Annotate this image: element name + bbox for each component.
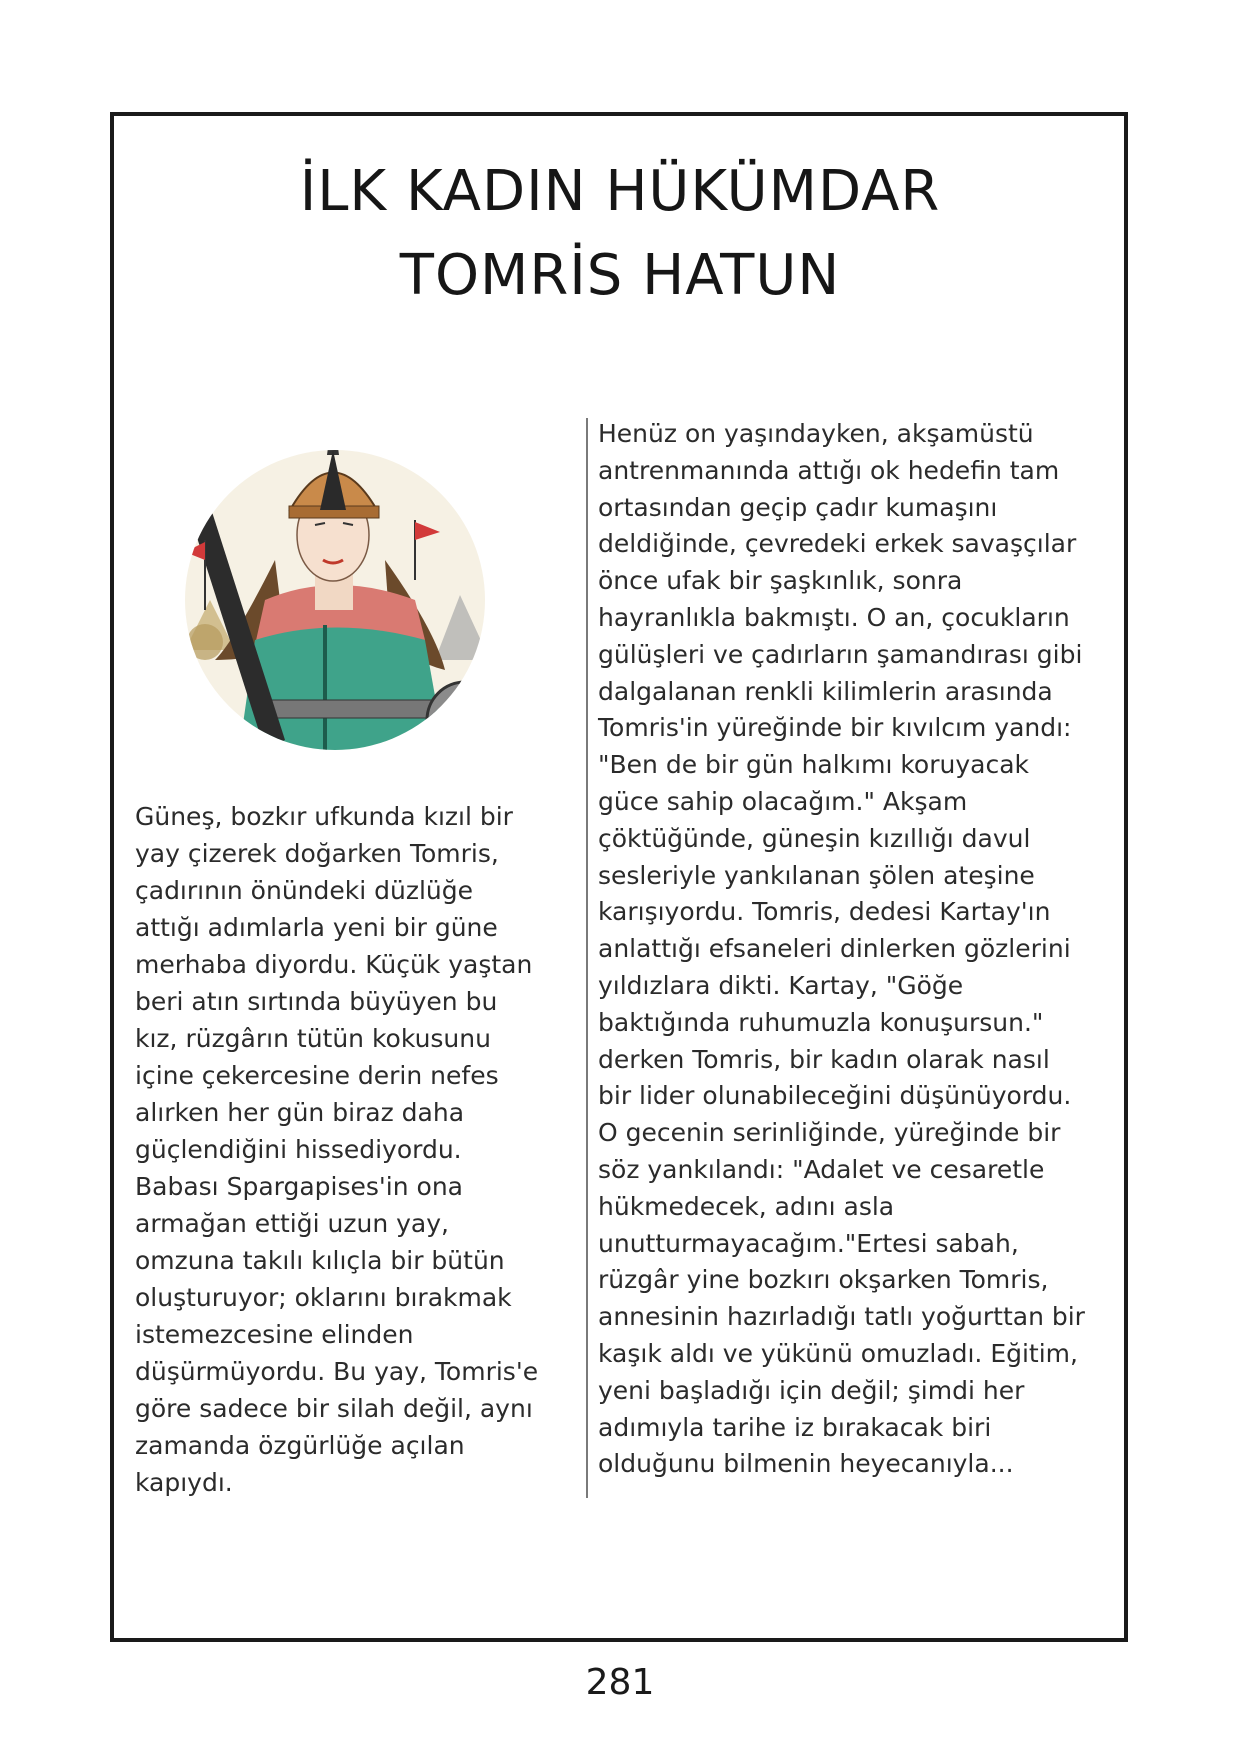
text-line: kapıydı. (135, 1468, 233, 1497)
text-line: Henüz on yaşındayken, akşamüstü (598, 419, 1034, 448)
title-line-1: İLK KADIN HÜKÜMDAR (299, 159, 941, 224)
text-line: hükmedecek, adını asla (598, 1191, 895, 1221)
warrior-queen-portrait-icon (165, 410, 515, 780)
text-line: attığı adımlarla yeni bir güne (135, 913, 498, 942)
text-line: Güneş, bozkır ufkunda kızıl bir (135, 802, 513, 831)
text-line: kız, rüzgârın tütün kokusunu (135, 1024, 491, 1053)
text-line: Tomris'in yüreğinde bir kıvılcım yandı: (598, 713, 1072, 743)
text-line: hayranlıkla bakmıştı. O an, çocukların (598, 602, 1070, 632)
text-line: yıldızlara dikti. Kartay, "Göğe (598, 970, 964, 1000)
text-line: Babası Spargapises'in ona (135, 1172, 463, 1201)
text-line: antrenmanında attığı ok hedefin tam (598, 455, 1060, 485)
text-line: kaşık aldı ve yükünü omuzladı. Eğitim, (598, 1338, 1078, 1368)
text-line: dalgalanan renkli kilimlerin arasında (598, 676, 1053, 706)
text-line: merhaba diyordu. Küçük yaştan (135, 950, 533, 979)
text-line: çadırının önündeki düzlüğe (135, 876, 474, 905)
text-line: baktığında ruhumuzla konuşursun." (598, 1007, 1044, 1037)
text-line: ortasından geçip çadır kumaşını (598, 492, 998, 522)
text-line: unutturmayacağım."Ertesi sabah, (598, 1228, 1019, 1258)
text-line: bir lider olunabileceğini düşünüyordu. (598, 1081, 1072, 1111)
text-line: sesleriyle yankılanan şölen ateşine (598, 860, 1035, 890)
text-line: karışıyordu. Tomris, dedesi Kartay'ın (598, 897, 1051, 927)
text-line: annesinin hazırladığı tatlı yoğurttan bir (598, 1302, 1085, 1332)
text-line: önce ufak bir şaşkınlık, sonra (598, 566, 963, 596)
text-line: deldiğinde, çevredeki erkek savaşçılar (598, 529, 1077, 559)
text-line: çöktüğünde, güneşin kızıllığı davul (598, 823, 1031, 853)
text-line: zamanda özgürlüğe açılan (135, 1431, 465, 1460)
left-text-column (135, 798, 575, 1501)
right-text-column (598, 416, 1118, 1483)
text-line: anlattığı efsaneleri dinlerken gözlerini (598, 934, 1071, 964)
text-line: söz yankılandı: "Adalet ve cesaretle (598, 1154, 1045, 1184)
text-line: alırken her gün biraz daha (135, 1098, 465, 1127)
text-line: güçlendiğini hissediyordu. (135, 1135, 462, 1164)
text-line: "Ben de bir gün halkımı koruyacak (598, 750, 1030, 780)
text-line: içine çekercesine derin nefes (135, 1061, 499, 1090)
text-line: istemezcesine elinden (135, 1320, 414, 1349)
text-line: omzuna takılı kılıçla bir bütün (135, 1246, 505, 1275)
text-line: olduğunu bilmenin heyecanıyla... (598, 1449, 1014, 1479)
text-line: güce sahip olacağım." Akşam (598, 786, 968, 816)
text-line: göre sadece bir silah değil, aynı (135, 1394, 533, 1423)
text-line: düşürmüyordu. Bu yay, Tomris'e (135, 1357, 539, 1386)
text-line: armağan ettiği uzun yay, (135, 1209, 449, 1238)
text-line: yay çizerek doğarken Tomris, (135, 839, 499, 868)
text-line: yeni başladığı için değil; şimdi her (598, 1375, 1025, 1405)
text-line: adımıyla tarihe iz bırakacak biri (598, 1412, 992, 1442)
page-number: 281 (585, 1662, 655, 1703)
text-line: derken Tomris, bir kadın olarak nasıl (598, 1044, 1050, 1074)
text-line: O gecenin serinliğinde, yüreğinde bir (598, 1118, 1061, 1148)
page-title (0, 150, 1240, 318)
text-line: beri atın sırtında büyüyen bu (135, 987, 498, 1016)
text-line: oluşturuyor; oklarını bırakmak (135, 1283, 512, 1312)
text-line: gülüşleri ve çadırların şamandırası gibi (598, 639, 1083, 669)
column-divider (586, 418, 588, 1498)
text-line: rüzgâr yine bozkırı okşarken Tomris, (598, 1265, 1049, 1295)
title-line-2: TOMRİS HATUN (399, 243, 841, 308)
